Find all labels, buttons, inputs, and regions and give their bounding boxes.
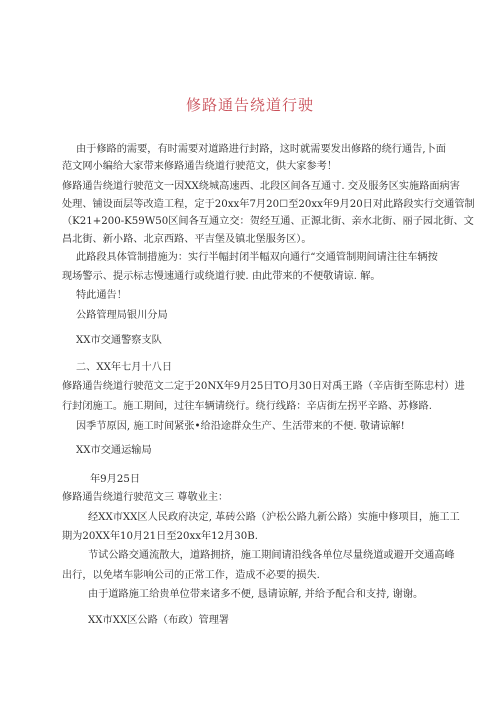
paragraph-line: 由于修路的需要，有时需要对道路进行封路，这时就需要发出修路的绕行通告,卜面	[76, 144, 446, 155]
paragraph-line: 范文网小编给大家带来修路通告绕道行驶范文，供大家参考！	[62, 161, 338, 172]
paragraph-line: 公路管理局银川分局	[76, 310, 168, 321]
paragraph-line: 由于道路施工给贵单位带来诸多不便, 恳请谅解, 并给予配合和支持, 谢谢。	[88, 589, 424, 600]
document-title: 修路通告绕道行驶	[185, 96, 314, 114]
paragraph-line: 修路通告绕道行驶范文一因XX绕城高速西、北段区间各互通寸. 交及服务区实施路面病害	[62, 181, 460, 192]
paragraph-line: 二、XX年七月十八日	[76, 362, 173, 373]
paragraph-line: 特此通告！	[76, 290, 127, 301]
paragraph-line: 期为20XX年10月21日至20xx年12月30B.	[62, 531, 258, 542]
paragraph-line: 处理、铺设面层等改造工程，定于20xx年7月20☐至20xx年9月20日对此路段实行交通管制	[62, 199, 475, 210]
paragraph-line: 昌北街、新小路、北京西路、平吉堡及镇北堡服务区）。	[62, 234, 312, 245]
paragraph-line: XX市XX区公路（布政）管理署	[88, 615, 230, 626]
paragraph-line: 出行，以免堵车影响公司的正常工作，造成不必要的损失.	[62, 570, 320, 581]
paragraph-line: （K21+200-K59W50区间各互通立交：贺经互通、正源北街、亲水北街、丽子园北街、文	[62, 216, 474, 227]
paragraph-line: 修路通告绕道行驶范文三 尊敬业主：	[62, 492, 229, 503]
paragraph-line: XX市交通警察支队	[76, 335, 162, 346]
paragraph-line: 节试公路交通流散大，道路拥挤，施工期间请沿线各单位尽量绕道或避开交通高峰	[88, 550, 455, 561]
paragraph-line: 现场警示、提示标志慢速通行或绕道行驶. 由此带来的不便敬请谅. 解。	[62, 271, 381, 282]
paragraph-line: 因季节原因, 施工时间紧张•给沿途群众生产、生活带来的不便. 敬请谅解!	[76, 421, 405, 432]
paragraph-line: 修路通告绕道行驶范文二定于20NX年9月25日TO月30日对禹王路（辛店街至陈忠村）进	[62, 381, 465, 392]
paragraph-line: 行封闭施工。施工期间，过往车辆请绕行。绕行线路：辛店街左拐平辛路、苏修路.	[62, 401, 432, 412]
paragraph-line: XX市交通运输局	[76, 445, 152, 456]
paragraph-line: 年9月25日	[90, 474, 141, 485]
paragraph-line: 此路段具体管制措施为：实行半幅封闭半幅双向通行“交通管制期间请注往车辆按	[76, 252, 438, 263]
paragraph-line: 经XX市XX区人民政府决定, 革砖公路（沪松公路九新公路）实施中修项目，施工工	[88, 512, 460, 523]
